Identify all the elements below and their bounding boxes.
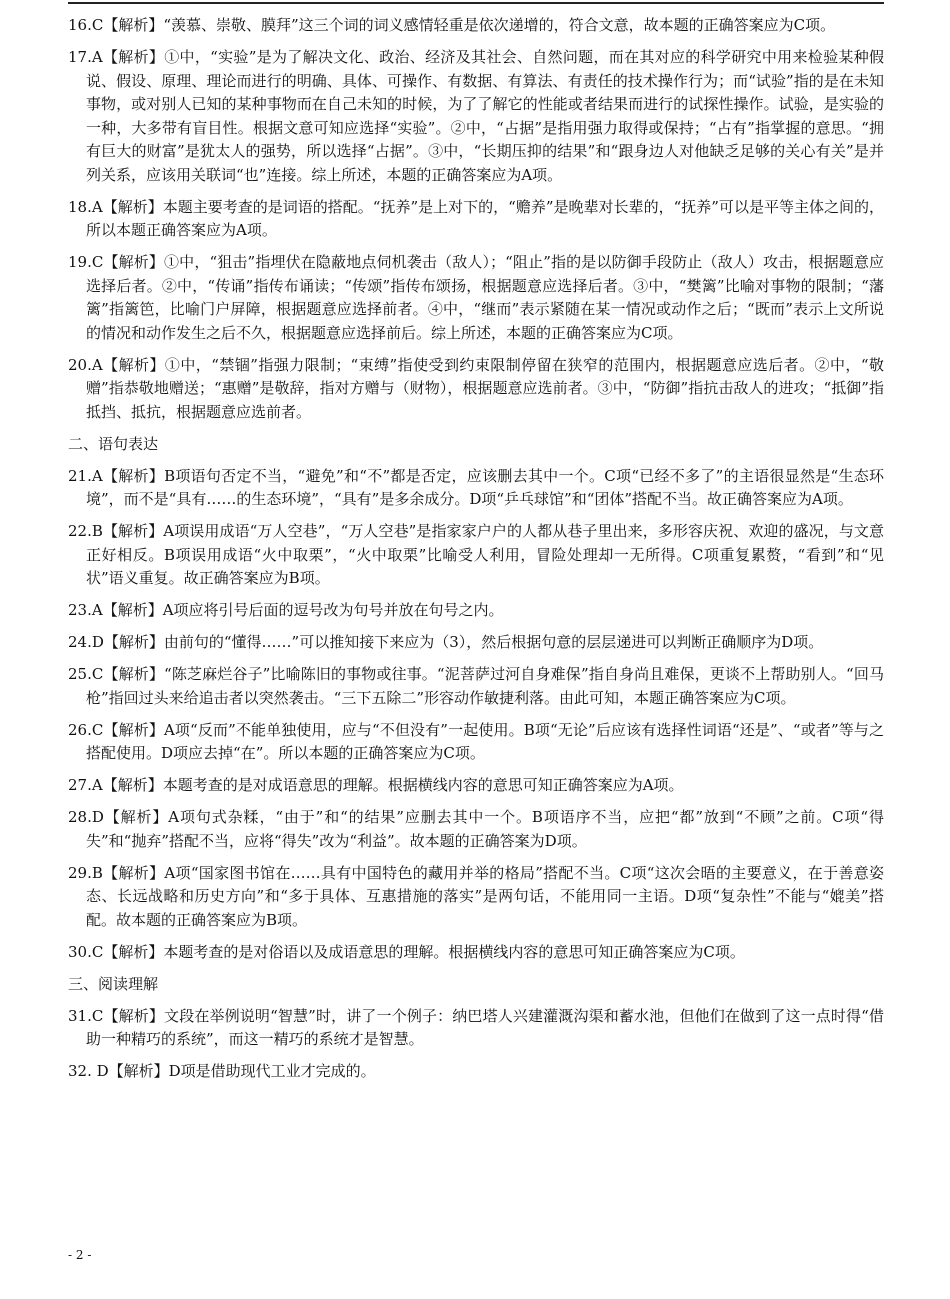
answer-q32: 32. D【解析】D项是借助现代工业才完成的。 xyxy=(68,1062,376,1080)
page-number: - 2 - xyxy=(68,1248,92,1262)
answers-group-2 xyxy=(68,465,884,965)
answers-group-1 xyxy=(68,14,884,424)
answer-q22: 22.B【解析】A项误用成语“万人空巷”，“万人空巷”是指家家户户的人都从巷子里出来，多形容庆祝、欢迎的盛况，与文意正好相反。B项误用成语“火中取栗”，“火中取栗”比喻受人利用，冒险处理却一无所得。C项重复累赘，“看到”和“见状”语义重复。故正确答案应为B项。 xyxy=(68,522,884,587)
answer-q21: 21.A【解析】B项语句否定不当，“避免”和“不”都是否定，应该删去其中一个。C项“已经不多了”的主语很显然是“生态环境”，而不是“具有……的生态环境”，“具有”是多余成分。D项“乒乓球馆”和“团体”搭配不当。故正确答案应为A项。 xyxy=(68,466,884,508)
top-rule xyxy=(68,2,884,4)
answer-q17: 17.A【解析】①中，“实验”是为了解决文化、政治、经济及其社会、自然问题，而在其对应的科学研究中用来检验某种假说、假设、原理、理论而进行的明确、具体、可操作、有数据、有算法、有责任的技术操作行为；而“试验”指的是在未知事物，或对别人已知的某种事物而在自己未知的时候，为了了解它的性能或者结果而进行的试探性操作。试验，是实验的一种，大多带有盲目性。根据文意可知应选择“实验”。②中，“占据”是指用强力取得或保持；“占有”指掌握的意思。“拥有巨大的财富”是犹太人的强势，所以选择“占据”。③中，“长期压抑的结果”和“跟身边人对他缺乏足够的关心有关”是并列关系，应该用关联词“也”连接。综上所述，本题的正确答案应为A项。 xyxy=(68,48,884,184)
answers-group-3 xyxy=(68,1005,884,1084)
answer-q29: 29.B【解析】A项“国家图书馆在……具有中国特色的藏用并举的格局”搭配不当。C项“这次会晤的主要意义，在于善意姿态、长远战略和历史方向”和“多于具体、互惠措施的落实”是两句话，不能用同一主语。D项“复杂性”不能与“媲美”搭配。故本题的正确答案应为B项。 xyxy=(68,863,884,929)
answer-q27: 27.A【解析】本题考查的是对成语意思的理解。根据横线内容的意思可知正确答案应为A项。 xyxy=(68,776,684,794)
answer-q19: 19.C【解析】①中，“狙击”指埋伏在隐蔽地点伺机袭击（敌人）；“阻止”指的是以防御手段防止（敌人）攻击，根据题意应选择后者。②中，“传诵”指传布诵读；“传颂”指传布颂扬，根据题意应选择后者。③中，“樊篱”比喻对事物的限制；“藩篱”指篱笆，比喻门户屏障，根据题意应选择前者。④中，“继而”表示紧随在某一情况或动作之后；“既而”表示上文所说的情况和动作发生之后不久，根据题意应选择前后。综上所述，本题的正确答案应为C项。 xyxy=(68,253,884,342)
answer-content xyxy=(68,14,884,1092)
answer-q25: 25.C【解析】“陈芝麻烂谷子”比喻陈旧的事物或往事。“泥菩萨过河自身难保”指自身尚且难保，更谈不上帮助别人。“回马枪”指回过头来给追击者以突然袭击。“三下五除二”形容动作敏捷利落。由此可知，本题正确答案应为C项。 xyxy=(68,665,884,707)
answer-q30: 30.C【解析】本题考查的是对俗语以及成语意思的理解。根据横线内容的意思可知正确答案应为C项。 xyxy=(68,942,745,961)
section-heading-3: 三、阅读理解 xyxy=(68,974,159,993)
answer-q28: 28.D【解析】A项句式杂糅，“由于”和“的结果”应删去其中一个。B项语序不当，应把“都”放到“不顾”之前。C项“得失”和“抛弃”搭配不当，应将“得失”改为“利益”。故本题的正确答案为D项。 xyxy=(68,808,884,850)
answer-q31: 31.C【解析】文段在举例说明“智慧”时，讲了一个例子：纳巴塔人兴建灌溉沟渠和蓄水池，但他们在做到了这一点时得“借助一种精巧的系统”，而这一精巧的系统才是智慧。 xyxy=(68,1006,884,1048)
answer-q26: 26.C【解析】A项“反而”不能单独使用，应与“不但没有”一起使用。B项“无论”后应该有选择性词语“还是”、“或者”等与之搭配使用。D项应去掉“在”。所以本题的正确答案应为C项。 xyxy=(68,720,884,762)
answer-q20: 20.A【解析】①中，“禁锢”指强力限制；“束缚”指使受到约束限制停留在狭窄的范围内，根据题意应选后者。②中，“敬赠”指恭敬地赠送；“惠赠”是敬辞，指对方赠与（财物），根据题意应选前者。③中，“防御”指抗击敌人的进攻；“抵御”指抵挡、抵抗，根据题意应选前者。 xyxy=(68,355,884,421)
answer-q16: 16.C【解析】“羡慕、崇敬、膜拜”这三个词的词义感情轻重是依次递增的，符合文意，故本题的正确答案应为C项。 xyxy=(68,16,836,34)
section-heading-2: 二、语句表达 xyxy=(68,434,159,453)
answer-q18: 18.A【解析】本题主要考查的是词语的搭配。“抚养”是上对下的，“赡养”是晚辈对长辈的，“抚养”可以是平等主体之间的，所以本题正确答案应为A项。 xyxy=(68,197,884,239)
answer-q23: 23.A【解析】A项应将引号后面的逗号改为句号并放在句号之内。 xyxy=(68,601,504,619)
answer-q24: 24.D【解析】由前句的“懂得……”可以推知接下来应为（3），然后根据句意的层层递进可以判断正确顺序为D项。 xyxy=(68,633,824,651)
